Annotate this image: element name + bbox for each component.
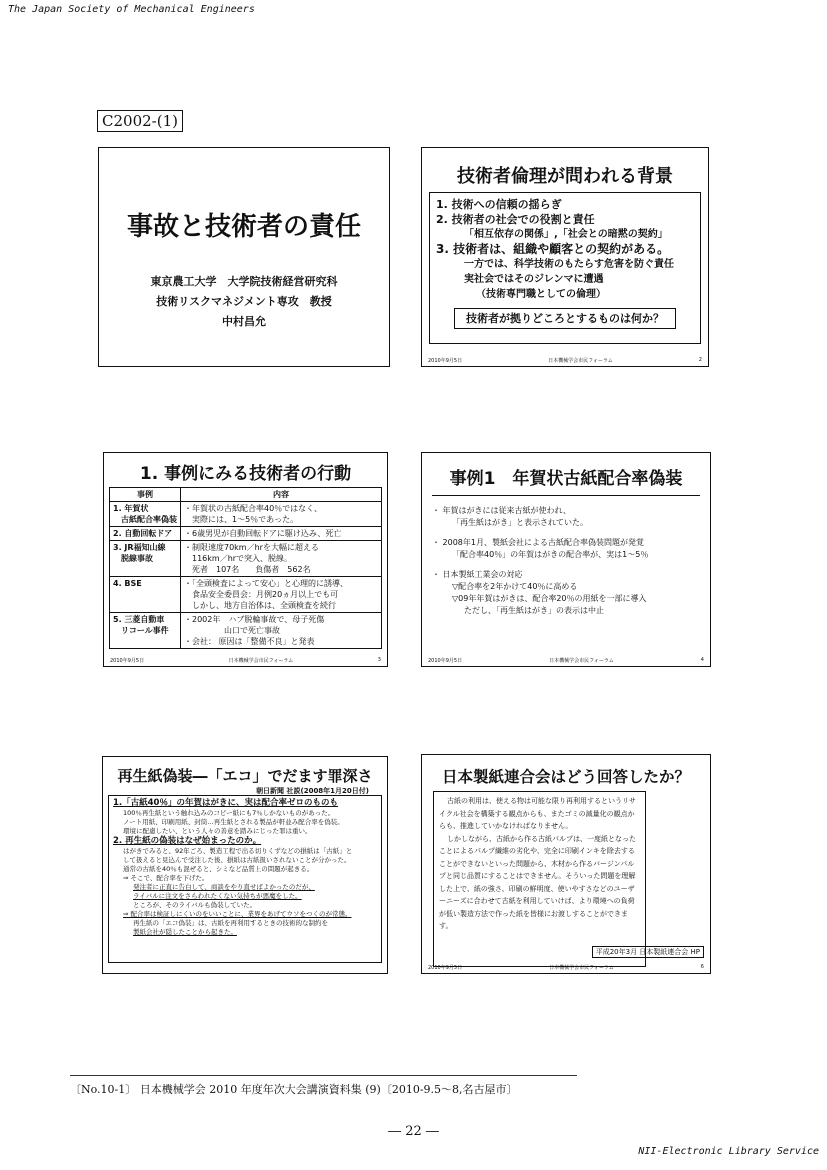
slide-3-title: 1. 事例にみる技術者の行動 [139,464,352,484]
cell: 古紙配合率偽装 [121,515,177,524]
footer-date: 2010年9月5日 [110,658,145,664]
bullet-detail: 「配合率40％」の年賀はがきの配合率が、実は1～5％ [452,550,649,559]
quote-paragraph: 古紙の利用は、使える物は可能な限り再利用するというリサイクル社会を構築する観点からも、またゴミの減量化の観点からも、推進していかなければなりません。 [439,797,636,830]
cell: 4. BSE [113,579,142,588]
cell: しかし、地方自治体は、全頭検査を続行 [192,601,336,610]
footer-date: 2010年9月5日 [428,358,463,364]
footer-date: 2010年9月5日 [428,658,463,664]
sub-point: 実社会ではそのジレンマに遭遇 [464,274,604,285]
key-question: 技術者が拠りどころとするものは何か？ [454,308,676,329]
slide-5 [102,756,388,974]
cell: ・6歳男児が自動回転ドアに駆け込み、死亡 [184,529,342,538]
footer-page: 4 [700,657,704,663]
slide-1 [98,147,390,367]
slide-6-quote [433,791,646,967]
footer-page: 6 [700,964,704,970]
cell: 食品安全委員会：月例20ヵ月以上でも可 [192,590,339,599]
body-line: 通常の古紙を40％も混ぜると、シミなど品質上の問題が起きる。 [123,865,314,873]
affiliation-line: 東京農工大学 大学院技術経営研究科 [150,275,338,288]
footer-event: 日本機械学会市民フォーラム [549,965,614,971]
slide-1-affiliation [99,272,389,332]
cell: 2. 自動回転ドア [113,529,173,538]
body-line: 再生紙の「エコ偽装」は、古紙を再利用するときの技術的な制約を [133,919,328,927]
table-header: 内容 [181,488,382,502]
slide-4-content [432,505,702,617]
cell: 1. 年賀状 [113,504,149,513]
cell: 実際には、1～5％であった。 [192,515,299,524]
cell: ・「全頭検査によって安心」と心理的に誘導、 [184,579,348,588]
body-line: ノート用紙、印刷用紙、封筒…再生紙とされる製品が軒並み配合率を偽装。 [123,818,344,826]
slide-footer [428,657,704,664]
proceedings-footer: 〔No.10-1〕 日本機械学会 2010 年度年次大会講演資料集 (9)〔2010-9.5～8,名古屋市〕 [70,1083,518,1096]
sub-point: 「相互依存の関係」,「社会との暗黙の契約」 [464,229,668,240]
slide-4 [421,452,711,667]
table-row [110,527,382,541]
footer-rule [70,1075,577,1076]
cell: 3. JR福知山線 [113,543,166,552]
slide-6-title: 日本製紙連合会はどう回答したか？ [441,768,690,786]
cell: 死者 107名 負傷者 562名 [192,565,311,574]
source-citation: 朝日新聞 社説(2008年1月20日付) [256,787,369,795]
table-row [110,613,382,649]
bullet: ・ 年賀はがきには従来古紙が使われ、 [432,506,572,515]
slide-5-content [108,795,382,963]
body-line: ライバルに注文をさらわれたくない気持ちが悪魔をした。 [133,892,302,900]
bullet-detail: ただし、「再生紙はがき」の表示は中止 [464,606,604,615]
bullet-detail: 「再生紙はがき」と表示されていた。 [452,518,588,527]
cell: リコール事件 [121,626,169,635]
slide-2-content [429,192,701,344]
footer-event: 日本機械学会市民フォーラム [549,658,614,664]
body-line: ⇒ 配合率は検証しにくいのをいいことに、業界をあげてウソをつくのが常態。 [123,910,352,918]
case-table [109,487,382,649]
point: 3. 技術者は、組織や顧客との契約がある。 [436,242,670,256]
body-line: 環境に配慮したい、という人々の善意を踏みにじった罪は重い。 [123,827,312,835]
slide-2 [421,147,709,367]
slide-3 [103,452,388,667]
bullet-detail: ▽配合率を2年かけて40％に高める [452,582,578,591]
bullet: ・ 日本製紙工業会の対応 [432,570,523,579]
cell: ・2002年 ハブ脱輪事故で、母子死傷 [184,615,325,624]
section-heading: 1.「古紙40％」の年賀はがきに、実は配合率ゼロのものも [113,798,338,808]
quote-paragraph: しかしながら、古紙から作る古紙パルプは、一度紙となったことによるパルプ繊維の劣化や、完全に印刷インキを除去することができないといった問題から、木材から作るバージンパルプと同じ品質にすることはできません。そういった問題を理解した上で、紙の強さ、印刷の鮮明度、使いやすさなどのユーザーニーズに合わせて古紙を利用していけば、より環境への負荷が低い製造方法で作った紙を皆様にお渡しすることができます。 [439,834,636,930]
point: 2. 技術者の社会での役割と責任 [436,213,595,226]
slide-5-title: 再生紙偽装―「エコ」でだます罪深さ [117,767,373,785]
slide-footer [110,657,381,664]
body-line: 発注者に正直に告白して、商談をやり直せばよかったのだが、 [133,883,315,891]
body-line: はがきでみると、92年ごろ、製造工程で出る切りくずなどの損紙は「古紙」と [123,847,353,855]
cell: 脱線事故 [121,554,153,563]
source-tag: 平成20年3月 日本製紙連合会 HP [592,946,704,958]
society-header: The Japan Society of Mechanical Engineers [8,4,255,15]
table-row [110,502,382,527]
body-line: 製紙会社が隠したことから起きた。 [133,928,237,936]
body-line: ⇒ そこで、配合率を下げた。 [123,874,209,882]
body-line: して扱えると見込んで受注した後、損紙は古紙扱いされないことが分かった。 [123,856,351,864]
footer-page: 2 [698,357,702,363]
point: 1. 技術への信頼の揺らぎ [436,198,562,211]
sub-point: 一方では、科学技術のもたらす危害を防ぐ責任 [464,259,674,270]
slide-1-title: 事故と技術者の責任 [126,212,361,242]
cell: ・制限速度70km／hrを大幅に超える [184,543,319,552]
slide-4-title: 事例1 年賀状古紙配合率偽装 [449,469,683,489]
footer-date: 2010年9月5日 [428,965,463,971]
sub-point: （技術専門職としての倫理） [476,289,606,300]
body-line: 100％再生紙という触れ込みのコピー紙にも7％しかないものがあった。 [123,809,335,817]
slide-6 [421,754,711,974]
table-row [110,541,382,577]
title-divider [432,495,700,496]
slide-footer [428,964,704,971]
slide-footer [428,357,702,364]
section-heading: 2. 再生紙の偽装はなぜ始まったのか。 [113,836,262,846]
cell: 116km／hrで突入、脱線。 [192,554,293,563]
nii-credit: NII-Electronic Library Service [638,1146,819,1157]
slide-2-title: 技術者倫理が問われる背景 [457,166,673,187]
footer-event: 日本機械学会市民フォーラム [228,658,294,664]
page-number: ― 22 ― [388,1124,439,1139]
body-line: ところが、そのライバルも偽装していた。 [133,901,257,909]
document-code: C2002-(1) [97,110,183,132]
table-header: 事例 [110,488,181,502]
author-name: 中村昌允 [222,315,266,328]
footer-event: 日本機械学会市民フォーラム [548,358,613,364]
bullet-detail: ▽09年年賀はがきは、配合率20％の用紙を一部に導入 [452,594,647,603]
bullet: ・ 2008年1月、製紙会社による古紙配合率偽装問題が発覚 [432,538,644,547]
footer-page: 3 [377,657,381,663]
cell: 山口で死亡事故 [224,626,280,635]
affiliation-line: 技術リスクマネジメント専攻 教授 [156,295,332,308]
cell: 5. 三菱自動車 [113,615,165,624]
cell: ・年賀状の古紙配合率40％ではなく、 [184,504,323,513]
table-row [110,577,382,613]
cell: ・会社： 原因は「整備不良」と発表 [184,637,315,646]
